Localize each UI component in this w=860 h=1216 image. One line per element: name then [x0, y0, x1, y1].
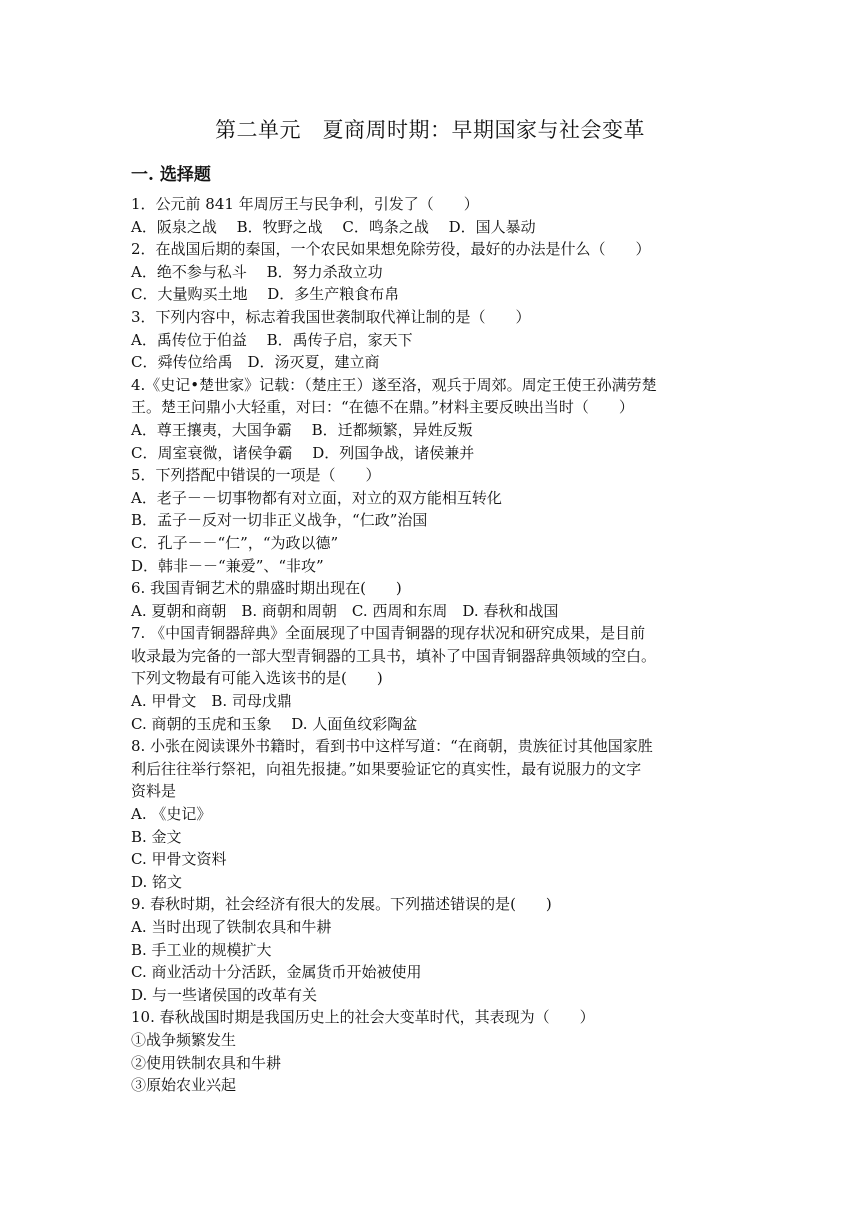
text-line: 7. 《中国青铜器辞典》全面展现了中国青铜器的现存状况和研究成果，是目前 [131, 624, 646, 643]
text-line: 1．公元前 841 年周厉王与民争利，引发了（ ） [131, 195, 479, 213]
text-line: 9. 春秋时期，社会经济有很大的发展。下列描述错误的是( ) [131, 895, 552, 914]
text-line: 利后往往举行祭祀，向祖先报捷。”如果要验证它的真实性，最有说服力的文字 [131, 759, 642, 778]
text-line: A．绝不参与私斗 B．努力杀敌立功 [131, 262, 383, 281]
text-line: A. 当时出现了铁制农具和牛耕 [131, 918, 332, 936]
text-line: ②使用铁制农具和牛耕 [131, 1053, 282, 1072]
text-line: 5．下列搭配中错误的一项是（ ） [131, 466, 381, 485]
text-line: C. 甲骨文资料 [131, 850, 227, 869]
document-title: 第二单元 夏商周时期：早期国家与社会变革 [215, 118, 645, 142]
section-heading: 一. 选择题 [131, 165, 211, 185]
text-line: A．禹传位于伯益 B．禹传子启，家天下 [131, 330, 413, 349]
text-line: 6. 我国青铜艺术的鼎盛时期出现在( ) [131, 579, 402, 598]
text-line: A．阪泉之战 B．牧野之战 C．鸣条之战 D．国人暴动 [131, 217, 536, 236]
text-line: D．韩非－－“兼爱”、“非攻” [131, 556, 324, 575]
text-line: B. 金文 [131, 827, 182, 846]
text-line: D. 铭文 [131, 872, 183, 891]
text-line: A．老子－－切事物都有对立面，对立的双方能相互转化 [131, 488, 502, 507]
text-line: C．孔子－－“仁”，“为政以德” [131, 533, 339, 552]
text-line: ③原始农业兴起 [131, 1076, 237, 1095]
text-line: 收录最为完备的一部大型青铜器的工具书，填补了中国青铜器辞典领域的空白。 [131, 646, 657, 665]
text-line: 王。楚王问鼎小大轻重，对曰：“在德不在鼎。”材料主要反映出当时（ ） [131, 398, 634, 417]
text-line: 8. 小张在阅读课外书籍时，看到书中这样写道：“在商朝，贵族征讨其他国家胜 [131, 737, 653, 756]
text-line: C．周室衰微，诸侯争霸 D．列国争战，诸侯兼并 [131, 443, 475, 462]
text-line: A. 《史记》 [131, 805, 212, 824]
text-line: 4.《史记•楚世家》记载：（楚庄王）遂至洛，观兵于周郊。周定王使王孙满劳楚 [131, 375, 657, 394]
text-line: 2．在战国后期的秦国，一个农民如果想免除劳役，最好的办法是什么（ ） [131, 240, 651, 259]
text-line: 下列文物最有可能入选该书的是( ) [131, 669, 383, 688]
text-line: ①战争频繁发生 [131, 1030, 237, 1049]
text-line: 资料是 [131, 782, 177, 801]
text-line: A. 甲骨文 B. 司母戊鼎 [131, 692, 292, 711]
question-content [131, 193, 741, 1097]
text-line: C. 商业活动十分活跃，金属货币开始被使用 [131, 963, 422, 982]
text-line: B．孟子－反对一切非正义战争，“仁政”治国 [131, 511, 428, 530]
text-line: C. 商朝的玉虎和玉象 D. 人面鱼纹彩陶盆 [131, 714, 418, 733]
text-line: 10. 春秋战国时期是我国历史上的社会大变革时代，其表现为（ ） [131, 1008, 595, 1027]
text-line: 3．下列内容中，标志着我国世袭制取代禅让制的是（ ） [131, 307, 531, 326]
text-line: D. 与一些诸侯国的改革有关 [131, 985, 318, 1004]
text-line: C．大量购买土地 D．多生产粮食布帛 [131, 285, 400, 304]
text-line: A. 夏朝和商朝 B. 商朝和周朝 C. 西周和东周 D. 春秋和战国 [131, 601, 559, 620]
text-line: B. 手工业的规模扩大 [131, 940, 272, 959]
text-line: A．尊王攘夷，大国争霸 B．迁都频繁，异姓反叛 [131, 420, 473, 439]
text-line: C．舜传位给禹 D．汤灭夏，建立商 [131, 353, 380, 372]
